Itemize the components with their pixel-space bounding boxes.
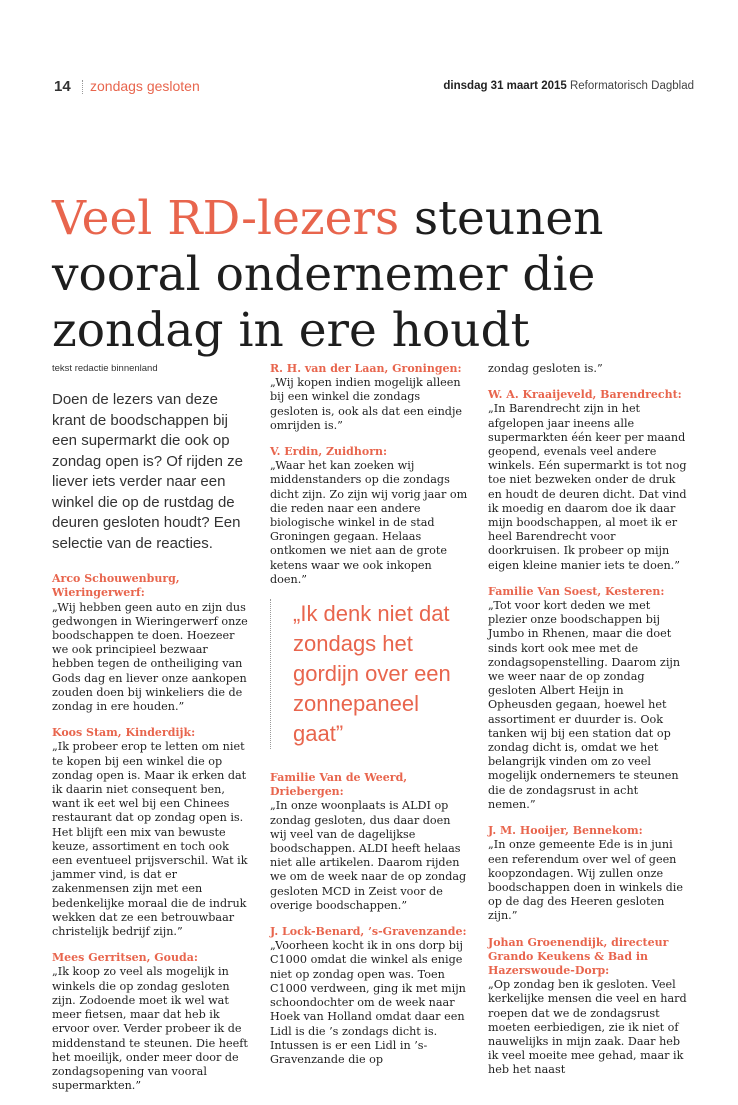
reactions-column-3 xyxy=(488,388,688,1077)
reactions-column-1 xyxy=(52,572,252,1093)
reader-name: J. M. Hooijer, Bennekom: xyxy=(488,824,643,838)
article-headline xyxy=(52,191,692,359)
reader-name: Arco Schouwenburg, Wieringerwerf: xyxy=(52,572,180,600)
reader-name: V. Erdin, Zuidhorn: xyxy=(270,445,388,459)
headline-rest: steunen vooral ondernemer die zondag in ere houdt xyxy=(52,191,604,359)
reader-name: Familie Van de Weerd, Driebergen: xyxy=(270,771,408,799)
column-3 xyxy=(488,362,688,1090)
intro-paragraph: Doen de lezers van deze krant de boodschappen bij een supermarkt die ook op zondag open is? Of rijden ze liever iets verder naar een winkel die op de rustdag de deuren gesloten houdt? Een selectie van de reacties. xyxy=(52,391,243,552)
header-dateline xyxy=(443,80,694,92)
publication-name: Reformatorisch Dagblad xyxy=(569,80,694,92)
byline: tekst redactie binnenland xyxy=(52,363,158,374)
reader-quote: „Wij hebben geen auto en zijn dus gedwongen in Wieringerwerf onze boodschappen te doen. Hoezeer we ook principieel bezwaar hebben tegen de ontheiliging van Gods dag en liever onze aankopen zouden doen bij winkeliers die de zondag in ere houden.” xyxy=(52,600,248,714)
reader-name: R. H. van der Laan, Groningen: xyxy=(270,362,462,375)
column-2 xyxy=(270,362,470,1079)
reader-quote: „In Barendrecht zijn in het afgelopen jaar ineens alle supermarkten één keer per maand geopend, evenals veel andere winkels. Eén supermarkt is tot nog toe niet bezweken onder de druk en houdt de deuren dicht. Dat vind ik moedig en daarom doe ik daar mijn boodschappen, al moet ik er heel Barendrecht voor doorkruisen. Ik probeer op mijn eigen kleine manier iets te doen.” xyxy=(488,402,687,572)
reader-quote: „Tot voor kort deden we met plezier onze boodschappen bij Jumbo in Rhenen, maar die doet sinds kort ook mee met de zondagsopenstelling. Daarom zijn we weer naar de op zondag gesloten Albert Heijn in Opheusden gegaan, hoewel het assortiment er duurder is. Ook tanken wij bij een station dat op zondag dicht is, omdat we het belangrijk vinden om zo veel mogelijk ondernemers te steunen die de zondagsrust in acht nemen.” xyxy=(488,599,681,811)
section-title: zondags gesloten xyxy=(90,78,200,94)
reader-name: Familie Van Soest, Kesteren: xyxy=(488,584,665,598)
reader-name: W. A. Kraaijeveld, Barendrecht: xyxy=(488,388,682,402)
page-header xyxy=(0,78,738,100)
issue-date: dinsdag 31 maart 2015 xyxy=(443,80,567,92)
reader-quote: „In onze woonplaats is ALDI op zondag gesloten, dus daar doen wij veel van de dagelijkse boodschappen. ALDI heeft helaas niet alle artikelen. Daarom rijden we om de week naar de op zondag gesloten MCD in Zeist voor de overige boodschappen.” xyxy=(270,799,467,912)
reader-name: J. Lock-Benard, ’s-Gravenzande: xyxy=(270,925,467,939)
reader-name: Mees Gerritsen, Gouda: xyxy=(52,951,198,965)
reader-quote: „Ik koop zo veel als mogelijk in winkels die op zondag gesloten zijn. Zodoende moet ik wel wat meer fietsen, maar dat heb ik ervoor over. Verder probeer ik de middenstand te steunen. Die heeft het moeilijk, onder meer door de zondagsopening van vooral supermarkten.” xyxy=(52,965,248,1093)
column-1 xyxy=(52,362,252,1105)
reader-quote: „Ik probeer erop te letten om niet te kopen bij een winkel die op zondag open is. Maar ik erken dat ik daarin niet consequent ben, want ik eet wel bij een Chinees restaurant dat op zondag open is. Het blijft een mix van bewuste keuze, assortiment en toch ook een eventueel prijsverschil. Wat ik jammer vind, is dat er zakenmensen zijn met een bedenkelijke moraal die de indruk wekken dat ze een betrouwbaar christelijk bedrijf zijn.” xyxy=(52,740,248,939)
page-number: 14 xyxy=(54,78,71,95)
reader-quote: „Wij kopen indien mogelijk alleen bij een winkel die zondags gesloten is, ook als dat een eindje omrijden is.” xyxy=(270,376,463,432)
reader-name: Johan Groenendijk, directeur Grando Keukens & Bad in Hazerswoude-Dorp: xyxy=(488,935,669,977)
reader-quote: „Waar het kan zoeken wij middenstanders op die zondags dicht zijn. Zo zijn wij vorig jaar om die reden naar een andere biologische winkel in de stad Groningen gegaan. Helaas ontkomen we niet aan de grote ketens waar we ook inkopen doen.” xyxy=(270,459,468,586)
reactions-column-2-top xyxy=(270,362,470,587)
pull-quote: „Ik denk niet dat zondags het gordijn over een zonnepaneel gaat” xyxy=(270,599,470,749)
reader-name: Koos Stam, Kinderdijk: xyxy=(52,726,196,740)
reader-quote: „Op zondag ben ik gesloten. Veel kerkelijke mensen die veel en hard roepen dat we de zondagsrust moeten eerbiedigen, zie ik niet of nauwelijks in mijn zaak. Daar heb ik veel moeite mee gehad, maar ik heb het naast xyxy=(488,978,687,1077)
reader-quote: „In onze gemeente Ede is in juni een referendum over wel of geen koopzondagen. Wij zullen onze boodschappen doen in winkels die op de dag des Heeren gesloten zijn.” xyxy=(488,838,683,923)
continuation-text: zondag gesloten is.” xyxy=(488,362,603,375)
reader-quote: „Voorheen kocht ik in ons dorp bij C1000 omdat die winkel als enige niet op zondag open was. Toen C1000 verdween, ging ik met mijn schoondochter om de week naar Hoek van Holland omdat daar een Lidl is die ’s zondags dicht is. Intussen is er een Lidl in ’s-Gravenzande die op xyxy=(270,939,466,1066)
reactions-column-2-bottom xyxy=(270,771,470,1067)
header-divider xyxy=(82,80,83,94)
headline-accent: Veel RD-lezers xyxy=(52,191,400,247)
